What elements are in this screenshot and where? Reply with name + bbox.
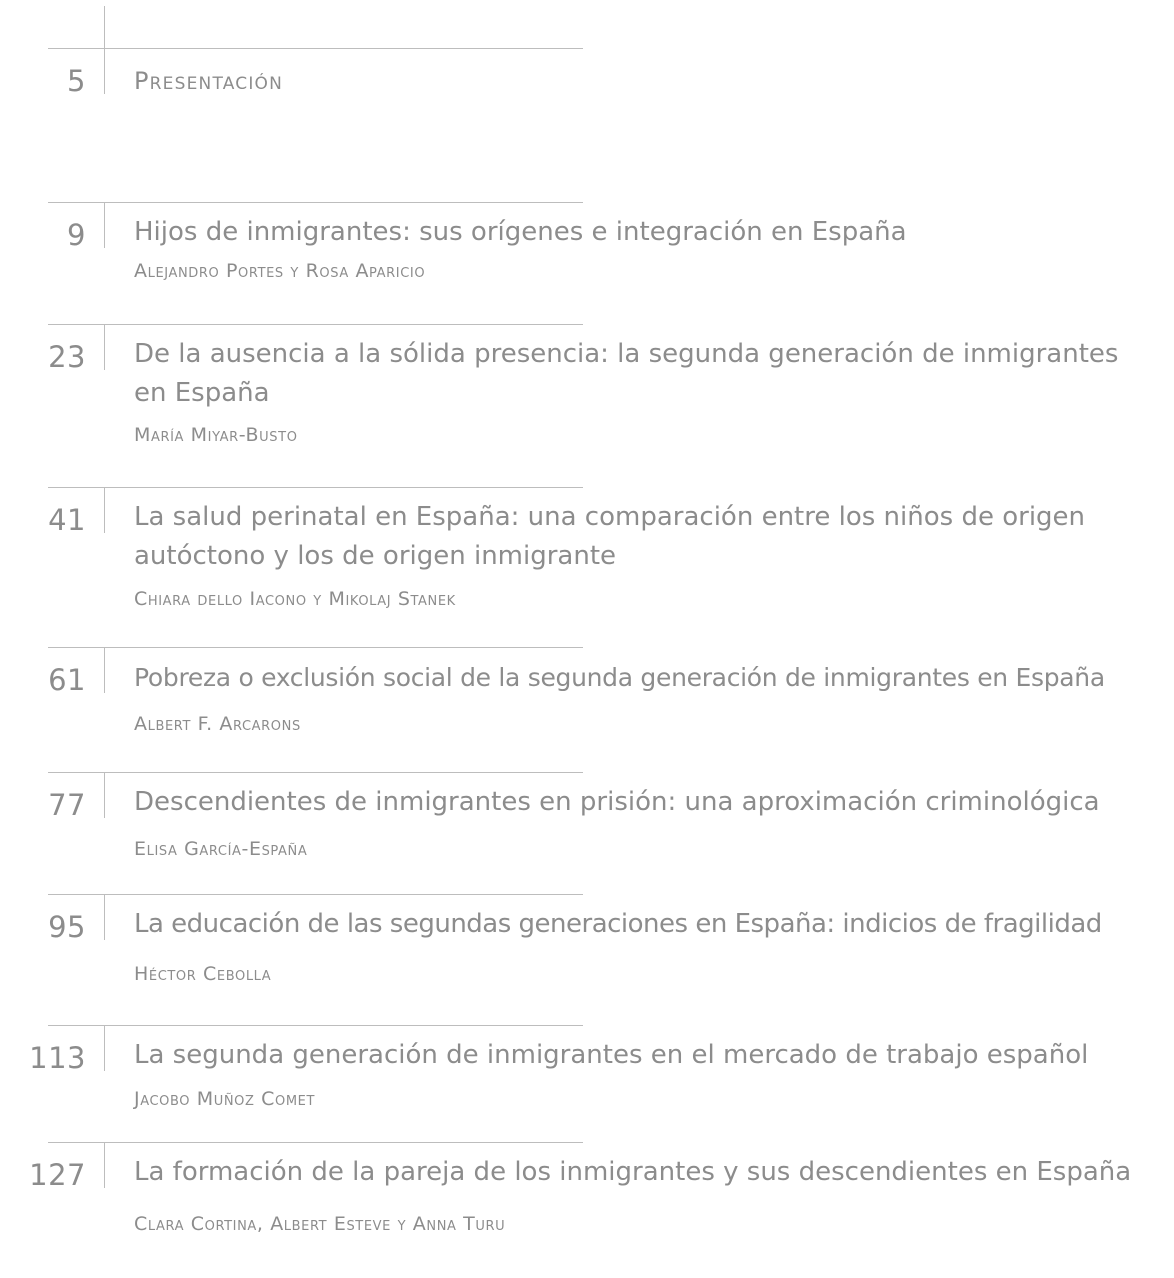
entry-vertical-rule <box>104 647 105 693</box>
toc-entry[interactable] <box>0 894 1174 1004</box>
entry-divider <box>48 1025 583 1026</box>
toc-entry[interactable] <box>0 772 1174 882</box>
article-authors: Chiara dello Iacono y Mikolaj Stanek <box>134 588 456 610</box>
article-authors: Clara Cortina, Albert Esteve y Anna Turu <box>134 1213 506 1235</box>
article-title: La segunda generación de inmigrantes en el mercado de trabajo español <box>134 1040 1089 1070</box>
entry-vertical-rule <box>104 202 105 248</box>
section-title: Presentación <box>134 67 284 95</box>
toc-entry[interactable] <box>0 202 1174 312</box>
page-number: 95 <box>48 910 86 944</box>
article-authors: Alejandro Portes y Rosa Aparicio <box>134 260 426 282</box>
entry-divider <box>48 647 583 648</box>
entry-divider <box>48 324 583 325</box>
toc-entry-presentation[interactable] <box>0 48 1174 108</box>
article-authors: María Miyar-Busto <box>134 424 298 446</box>
entry-divider <box>48 48 583 49</box>
article-authors: Héctor Cebolla <box>134 963 272 985</box>
toc-entry[interactable] <box>0 647 1174 757</box>
article-title: Pobreza o exclusión social de la segunda generación de inmigrantes en España <box>134 663 1105 692</box>
article-authors: Elisa García-España <box>134 838 308 860</box>
page-number: 23 <box>48 340 86 374</box>
page-number: 61 <box>48 663 86 697</box>
toc-entry[interactable] <box>0 487 1174 637</box>
article-title: La educación de las segundas generaciones en España: indicios de fragilidad <box>134 909 1102 939</box>
article-title: Hijos de inmigrantes: sus orígenes e integración en España <box>134 217 907 247</box>
article-authors: Jacobo Muñoz Comet <box>134 1088 316 1110</box>
entry-vertical-rule <box>104 324 105 370</box>
entry-vertical-rule <box>104 487 105 533</box>
page-number: 5 <box>67 64 86 98</box>
page-number: 113 <box>29 1041 86 1075</box>
article-title: La formación de la pareja de los inmigrantes y sus descendientes en España <box>134 1157 1132 1187</box>
article-authors: Albert F. Arcarons <box>134 713 301 735</box>
page-number: 77 <box>48 788 86 822</box>
page-number: 127 <box>29 1158 86 1192</box>
entry-divider <box>48 1142 583 1143</box>
entry-divider <box>48 772 583 773</box>
entry-divider <box>48 202 583 203</box>
toc-entry[interactable] <box>0 1142 1174 1252</box>
entry-vertical-rule <box>104 894 105 940</box>
top-vertical-rule <box>104 6 105 48</box>
entry-vertical-rule <box>104 1025 105 1071</box>
entry-vertical-rule <box>104 1142 105 1188</box>
article-title: La salud perinatal en España: una comparación entre los niños de origen autóctono y los de origen inmigrante <box>134 502 1086 571</box>
entry-vertical-rule <box>104 772 105 818</box>
toc-entry[interactable] <box>0 324 1174 474</box>
article-title: De la ausencia a la sólida presencia: la segunda generación de inmigrantes en España <box>134 339 1119 408</box>
page-number: 9 <box>67 218 86 252</box>
entry-divider <box>48 487 583 488</box>
entry-vertical-rule <box>104 48 105 94</box>
article-title: Descendientes de inmigrantes en prisión: una aproximación criminológica <box>134 787 1100 817</box>
toc-entry[interactable] <box>0 1025 1174 1135</box>
entry-divider <box>48 894 583 895</box>
page-number: 41 <box>48 503 86 537</box>
